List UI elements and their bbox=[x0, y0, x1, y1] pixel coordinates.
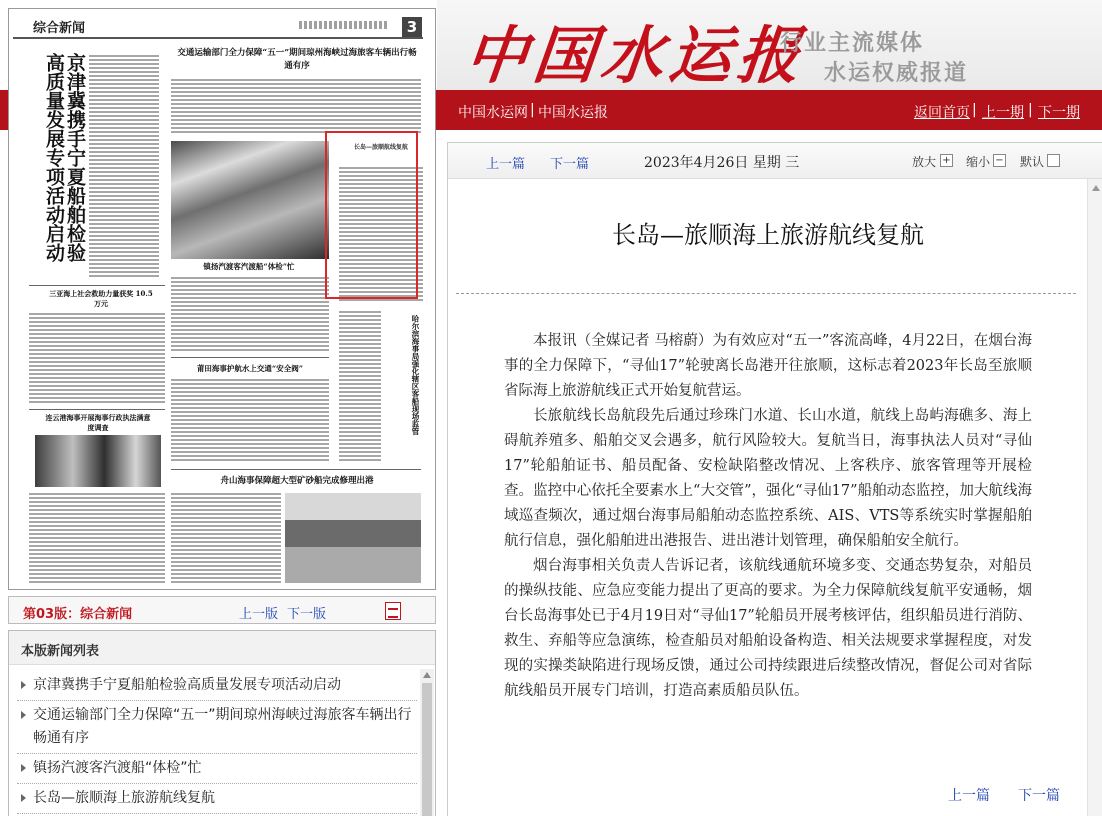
news-list-scrollbar[interactable] bbox=[420, 669, 434, 816]
paper-text-block bbox=[339, 311, 381, 461]
prev-page-link[interactable]: 上一版 bbox=[239, 607, 279, 622]
article-paragraph: 本报讯（全媒记者 马榕蔚）为有效应对“五一”客流高峰，4月22日，在烟台海事的全力保障下，“寻仙17”轮驶离长岛港开往旅顺，这标志着2023年长岛至旅顺省际海上旅游航线正式开始复航营运。 bbox=[504, 333, 1032, 399]
nav-link-next-issue[interactable]: 下一期 bbox=[1038, 105, 1080, 121]
zoom-default-icon[interactable] bbox=[1047, 154, 1060, 167]
article-body bbox=[504, 329, 1032, 704]
footer-prev-article[interactable]: 上一篇 bbox=[948, 788, 990, 804]
issue-date: 2023年4月26日 星期 三 bbox=[644, 155, 800, 171]
news-list bbox=[17, 671, 417, 814]
paper-page-number: 3 bbox=[402, 17, 422, 37]
news-list-item[interactable]: 镇扬汽渡客汽渡船“体检”忙 bbox=[17, 754, 417, 784]
paper-vertical-headline-right[interactable]: 哈尔滨海事局强化辖区客船现场监管 bbox=[411, 315, 420, 435]
paper-photo-ore-ship bbox=[285, 493, 421, 583]
news-list-scroll-thumb[interactable] bbox=[422, 683, 432, 816]
zoom-in-button[interactable]: 放大 bbox=[912, 155, 937, 169]
article-paragraph: 长旅航线长岛航段先后通过珍珠门水道、长山水道，航线上岛屿海礁多、海上碍航养殖多、船舶交叉会遇多，航行风险较大。复航当日，海事执法人员对“寻仙17”轮船舶证书、船员配备、安检缺陷整改情况、上客秩序、旅客管理等开展检查。监控中心依托全要素水上“大交管”，强化“寻仙17”船舶动态监控，加大航线海域巡查频次，通过烟台海事局船舶动态监控系统、AIS、VTS等系统实时掌握船舶航行信息，强化船舶进出港报告、进出港计划管理，确保船舶安全航行。 bbox=[504, 408, 1032, 549]
paper-small-headline-3[interactable]: 连云港海事开展海事行政执法满意度调查 bbox=[45, 413, 151, 432]
article-paragraph: 烟台海事相关负责人告诉记者，该航线通航环境多变、交通态势复杂，对船员的操纵技能、应急应变能力提出了更高的要求。为全力保障航线复航平安通畅，烟台长岛海事处已于4月19日对“寻仙17”轮船员开展考核评估，组织船员进行消防、救生、弃船等应急演练，检查船员对船舶设备构造、相关法规要求掌握程度，对发现的实操类缺陷进行现场反馈，通过公司持续跟进后续整改情况，督促公司对省际航线船员开展专门培训，打造高素质船员队伍。 bbox=[504, 558, 1032, 699]
slogan-line-2: 水运权威报道 bbox=[824, 61, 969, 86]
zoom-default-button[interactable]: 默认 bbox=[1020, 155, 1045, 169]
paper-text-block bbox=[171, 79, 421, 135]
paper-section-title: 综合新闻 bbox=[33, 21, 86, 36]
footer-next-article[interactable]: 下一篇 bbox=[1018, 788, 1060, 804]
paper-rule bbox=[29, 285, 165, 286]
version-bar bbox=[8, 596, 436, 624]
paper-text-block bbox=[29, 313, 165, 405]
article-divider bbox=[456, 293, 1076, 294]
paper-changdao-headline[interactable]: 长岛—旅顺航线复航 bbox=[353, 144, 408, 151]
nav-link-paper[interactable]: 中国水运报 bbox=[538, 105, 608, 121]
paper-small-headline-1[interactable]: 三亚海上社会救助力量获奖 10.5 万元 bbox=[49, 289, 153, 308]
news-list-item[interactable]: 交通运输部门全力保障“五一”期间琼州海峡过海旅客车辆出行畅通有序 bbox=[17, 701, 417, 754]
version-label: 第03版：综合新闻 bbox=[23, 607, 133, 622]
news-list-title: 本版新闻列表 bbox=[9, 631, 435, 665]
newspaper-page-image[interactable] bbox=[8, 8, 436, 590]
article-toolbar bbox=[448, 143, 1102, 179]
news-list-panel bbox=[8, 630, 436, 816]
zoom-in-icon[interactable]: + bbox=[940, 154, 953, 167]
next-page-link[interactable]: 下一版 bbox=[287, 607, 327, 622]
toolbar-prev-article[interactable]: 上一篇 bbox=[486, 157, 526, 172]
slogan-line-1: 行业主流媒体 bbox=[780, 31, 925, 56]
paper-rule bbox=[171, 469, 421, 470]
current-article-highlight[interactable] bbox=[325, 131, 418, 299]
paper-zhoushan-headline[interactable]: 舟山海事保障超大型矿砂船完成修理出港 bbox=[220, 476, 374, 486]
scroll-up-arrow-icon[interactable] bbox=[1092, 185, 1100, 191]
paper-transport-headline[interactable]: 交通运输部门全力保障“五一”期间琼州海峡过海旅客车辆出行畅通有序 bbox=[177, 48, 417, 71]
nav-separator: | bbox=[972, 102, 977, 118]
paper-photo-officers bbox=[35, 435, 161, 487]
paper-text-block bbox=[89, 55, 159, 277]
pdf-icon[interactable] bbox=[385, 602, 401, 620]
news-list-item[interactable]: 京津冀携手宁夏船舶检验高质量发展专项活动启动 bbox=[17, 671, 417, 701]
paper-rule bbox=[171, 357, 329, 358]
news-list-item[interactable]: 长岛—旅顺海上旅游航线复航 bbox=[17, 784, 417, 814]
paper-lead-headline[interactable]: 京津冀携手宁夏船舶检验高质量发展专项活动启动 bbox=[43, 53, 86, 262]
zoom-out-icon[interactable]: − bbox=[993, 154, 1006, 167]
paper-date-strip bbox=[299, 21, 389, 29]
paper-caption-zhenyang[interactable]: 镇扬汽渡客汽渡船“体检”忙 bbox=[203, 262, 295, 271]
toolbar-next-article[interactable]: 下一篇 bbox=[550, 157, 590, 172]
paper-text-block bbox=[29, 493, 165, 583]
site-logo[interactable]: 中国水运报 bbox=[461, 19, 810, 92]
nav-separator: | bbox=[530, 102, 535, 118]
zoom-out-button[interactable]: 缩小 bbox=[966, 155, 991, 169]
paper-text-block bbox=[171, 493, 281, 583]
article-frame bbox=[447, 142, 1102, 816]
paper-rule bbox=[29, 409, 165, 410]
nav-link-site[interactable]: 中国水运网 bbox=[458, 105, 528, 121]
scroll-up-arrow-icon[interactable] bbox=[423, 672, 431, 678]
article-title: 长岛—旅顺海上旅游航线复航 bbox=[612, 221, 924, 249]
nav-separator: | bbox=[1028, 102, 1033, 118]
article-scrollbar[interactable] bbox=[1087, 179, 1102, 816]
nav-link-home[interactable]: 返回首页 bbox=[914, 105, 970, 121]
paper-photo-engine-room bbox=[171, 141, 329, 259]
paper-small-headline-2[interactable]: 莆田海事护航水上交通“安全阀” bbox=[196, 364, 304, 373]
paper-text-block bbox=[171, 277, 329, 353]
nav-link-prev-issue[interactable]: 上一期 bbox=[982, 105, 1024, 121]
paper-text-block bbox=[171, 379, 329, 463]
